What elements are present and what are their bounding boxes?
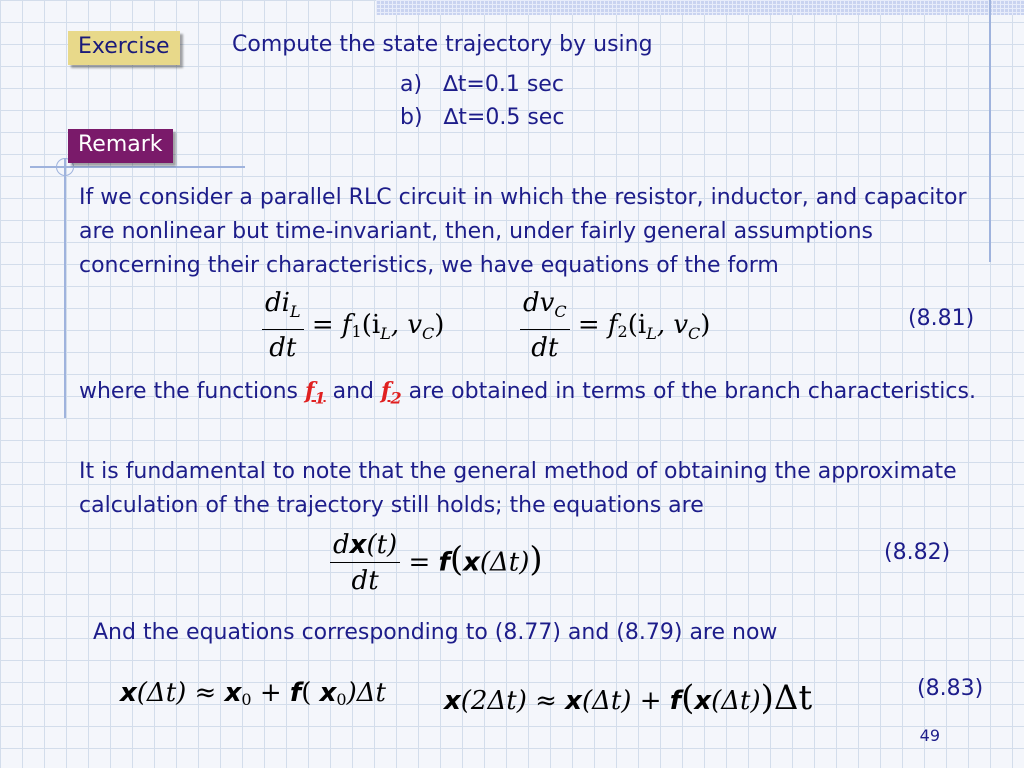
function-f2: $f_2$	[380, 378, 402, 408]
vertical-rule-right	[989, 0, 991, 262]
equation-8-82: $\frac{dx(t)}{dt}$ = f(x(Δt))	[330, 528, 543, 599]
remark-paragraph-3: It is fundamental to note that the general method of obtaining the approximate calculation of the trajectory still holds; the equations are	[79, 459, 957, 518]
exercise-item-a-label: a)	[400, 72, 423, 97]
equation-8-83-part-1: x(Δt) ≈ x0 + f( x0)Δt	[120, 678, 386, 709]
exercise-intro: Compute the state trajectory by using	[232, 32, 653, 57]
remark-paragraph-1: If we consider a parallel RLC circuit in which the resistor, inductor, and capacitor are nonlinear but time-invariant, then, under fairly general assumptions concerning their characteristics, we have equations of the form	[79, 185, 967, 278]
remark-paragraph-2: where the functions $f_1$ and $f_2$ are obtained in terms of the branch characteristics.	[79, 378, 976, 408]
top-pattern-band	[376, 0, 1024, 15]
equation-number-8-81: (8.81)	[908, 306, 975, 331]
function-f1: $f_1$	[304, 378, 326, 408]
vertical-rule-left	[64, 158, 66, 418]
exercise-item-a	[400, 68, 564, 102]
exercise-item-b-label: b)	[400, 105, 423, 130]
equation-number-8-83: (8.83)	[917, 676, 984, 701]
exercise-tag: Exercise	[68, 31, 180, 65]
exercise-item-b-text: ∆t=0.5 sec	[443, 105, 565, 130]
remark-tag: Remark	[68, 129, 173, 163]
exercise-item-a-text: ∆t=0.1 sec	[443, 72, 564, 97]
equation-8-83-part-2: x(2Δt) ≈ x(Δt) + f(x(Δt))Δt	[444, 678, 813, 718]
equation-8-81-right: $\frac{dv_C}{dt}$ = $f2(i_L$, $v_C$)	[520, 286, 710, 366]
page-number: 49	[919, 726, 940, 745]
equation-8-81-left: $\frac{di_L}{dt}$ = $f1(i_L$, $v_C$)	[262, 286, 444, 366]
equation-number-8-82: (8.82)	[884, 540, 951, 565]
remark-paragraph-4: And the equations corresponding to (8.77) and (8.79) are now	[93, 620, 778, 645]
exercise-item-b	[400, 101, 564, 135]
